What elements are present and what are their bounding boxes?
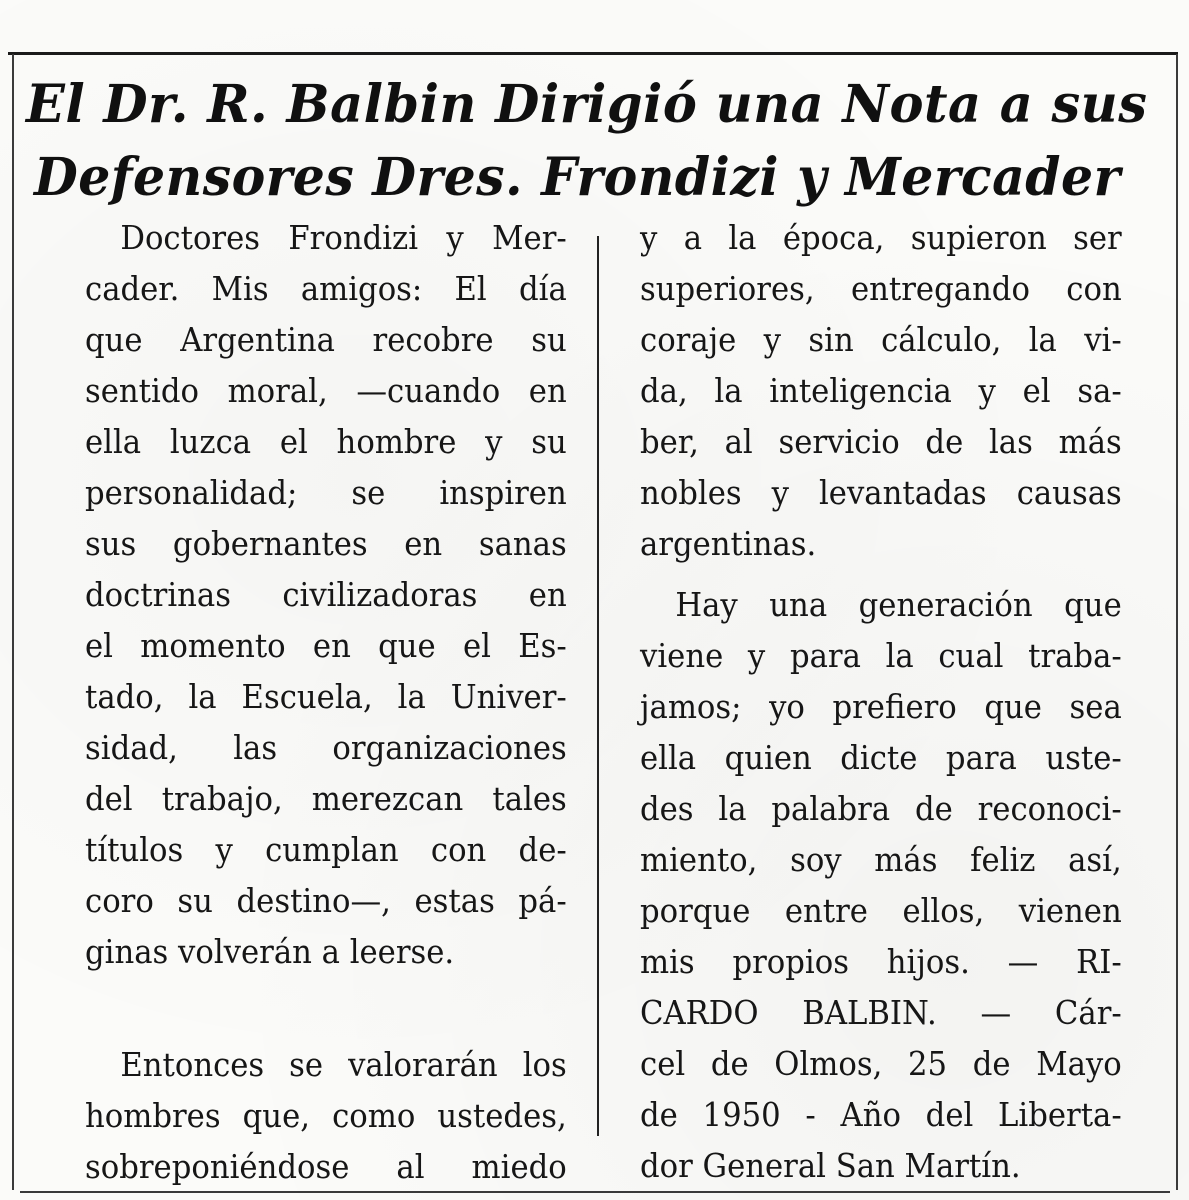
text-line: des la palabra de reconoci- bbox=[640, 789, 1122, 828]
text-line: nobles y levantadas causas bbox=[640, 473, 1122, 512]
text-line: dor General San Martín. bbox=[640, 1146, 1021, 1185]
text-line: CARDO BALBIN. — Cár- bbox=[640, 993, 1122, 1032]
text-line: sidad, las organizaciones bbox=[85, 728, 567, 767]
text-line: y a la época, supieron ser bbox=[640, 218, 1122, 257]
text-line: jamos; yo prefiero que sea bbox=[640, 687, 1122, 726]
left-column bbox=[85, 212, 565, 1192]
paragraph-gap bbox=[85, 977, 565, 1039]
right-border-rule bbox=[1176, 54, 1178, 1190]
text-line: viene y para la cual traba- bbox=[640, 636, 1122, 675]
text-line: argentinas. bbox=[640, 524, 817, 563]
left-border-rule bbox=[12, 54, 14, 1190]
text-line: cader. Mis amigos: El día bbox=[85, 269, 567, 308]
paragraph-gap bbox=[640, 569, 1120, 579]
right-column bbox=[640, 212, 1120, 1191]
text-line: sus gobernantes en sanas bbox=[85, 524, 567, 563]
text-line: coro su destino—, estas pá- bbox=[85, 881, 567, 920]
text-line: Hay una generación que bbox=[675, 585, 1122, 624]
text-line: del trabajo, merezcan tales bbox=[85, 779, 567, 818]
top-border-rule bbox=[8, 52, 1178, 55]
text-line: títulos y cumplan con de- bbox=[85, 830, 567, 869]
text-line: tado, la Escuela, la Univer- bbox=[85, 677, 567, 716]
text-line: superiores, entregando con bbox=[640, 269, 1122, 308]
headline-line-2: Defensores Dres. Frondizi y Mercader bbox=[34, 147, 1121, 208]
column-divider bbox=[597, 236, 599, 1136]
text-line: personalidad; se inspiren bbox=[85, 473, 567, 512]
text-line: ber, al servicio de las más bbox=[640, 422, 1122, 461]
text-line: mis propios hijos. — RI- bbox=[640, 942, 1122, 981]
text-line: cel de Olmos, 25 de Mayo bbox=[640, 1044, 1122, 1083]
text-line: de 1950 - Año del Liberta- bbox=[640, 1095, 1122, 1134]
text-line: Entonces se valorarán los bbox=[120, 1045, 567, 1084]
text-line: ella luzca el hombre y su bbox=[85, 422, 567, 461]
text-line: ella quien dicte para uste- bbox=[640, 738, 1122, 777]
headline-line-1: El Dr. R. Balbin Dirigió una Nota a sus bbox=[26, 74, 1148, 135]
text-line: Doctores Frondizi y Mer- bbox=[120, 218, 567, 257]
text-line: coraje y sin cálculo, la vi- bbox=[640, 320, 1122, 359]
text-line: da, la inteligencia y el sa- bbox=[640, 371, 1122, 410]
text-line: miento, soy más feliz así, bbox=[640, 840, 1122, 879]
text-line: sobreponiéndose al miedo bbox=[85, 1147, 567, 1186]
text-line: el momento en que el Es- bbox=[85, 626, 567, 665]
text-line: doctrinas civilizadoras en bbox=[85, 575, 567, 614]
text-line: sentido moral, —cuando en bbox=[85, 371, 567, 410]
text-line: porque entre ellos, vienen bbox=[640, 891, 1122, 930]
text-line: hombres que, como ustedes, bbox=[85, 1096, 567, 1135]
text-line: que Argentina recobre su bbox=[85, 320, 567, 359]
text-line: ginas volverán a leerse. bbox=[85, 932, 455, 971]
